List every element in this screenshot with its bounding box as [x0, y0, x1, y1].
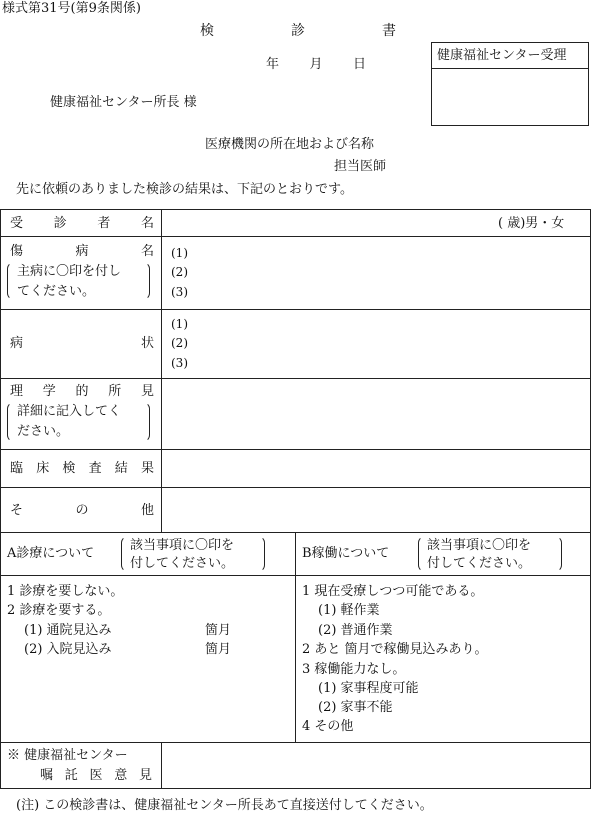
section-b-item-8: 4 その他: [302, 719, 354, 734]
section-a-item-1: 1 診療を要しない。: [7, 584, 124, 599]
row-divider: [0, 236, 591, 237]
other-label: そ の 他: [10, 503, 154, 518]
consultant-opinion-label-line2: 嘱 託 医 意 見: [40, 768, 152, 783]
section-a-item-3: (1) 通院見込み: [24, 623, 112, 638]
row-divider: [0, 742, 591, 743]
doctor-label: 担当医師: [334, 159, 387, 174]
ab-column-divider: [295, 532, 296, 742]
section-b-note-line2: 付してください。: [427, 556, 532, 571]
title-char-1: 検: [200, 23, 214, 39]
row-divider: [0, 309, 591, 310]
injury-note-line2: てください。: [17, 284, 96, 299]
consultant-opinion-label-line1: ※ 健康福祉センター: [7, 748, 128, 763]
injury-label: 傷 病 名: [10, 244, 154, 259]
institution-label: 医療機関の所在地および名称: [205, 137, 375, 152]
section-b-item-4: 2 あと 箇月で稼働見込みあり。: [302, 642, 488, 657]
patient-age-sex: ( 歳)男・女: [498, 216, 565, 231]
title-char-2: 診: [291, 23, 305, 39]
addressee: 健康福祉センター所長 様: [50, 95, 197, 110]
form-number: 様式第31号(第9条関係): [2, 1, 141, 16]
section-a-month-2: 箇月: [205, 642, 232, 657]
section-a-title: A診療について: [7, 546, 95, 561]
symptom-label: 病 状: [10, 336, 154, 351]
date-label: [266, 58, 366, 71]
symptom-item-2: (2): [171, 336, 188, 350]
section-b-item-7: (2) 家事不能: [318, 700, 393, 715]
clinical-results-label: 臨 床 検 査 結 果: [10, 461, 154, 476]
date-day: 日: [352, 57, 366, 72]
section-b-item-3: (2) 普通作業: [318, 623, 393, 638]
receipt-box-divider: [432, 68, 588, 69]
section-b-item-6: (1) 家事程度可能: [318, 681, 419, 696]
section-a-note-line1: 該当事項に〇印を: [130, 538, 235, 553]
section-b-item-1: 1 現在受療しつつ可能である。: [302, 584, 484, 599]
section-a-note-line2: 付してください。: [130, 556, 235, 571]
physical-findings-label: 理 学 的 所 見: [10, 384, 154, 399]
symptom-item-1: (1): [171, 317, 188, 331]
section-a-item-2: 2 診療を要する。: [7, 603, 111, 618]
section-b-item-2: (1) 軽作業: [318, 603, 380, 618]
label-column-divider: [161, 209, 162, 532]
physical-note-line1: 詳細に記入してく: [17, 404, 122, 419]
patient-name-label: 受 診 者 名: [10, 216, 154, 231]
injury-item-3: (3): [171, 285, 188, 299]
symptom-item-3: (3): [171, 356, 188, 370]
section-a-month-1: 箇月: [205, 623, 232, 638]
injury-item-1: (1): [171, 246, 188, 260]
receipt-box-label: 健康福祉センター受理: [437, 48, 567, 63]
row-divider: [0, 378, 591, 379]
section-b-item-5: 3 稼働能力なし。: [302, 662, 406, 677]
section-a-item-4: (2) 入院見込み: [24, 642, 112, 657]
injury-note-line1: 主病に〇印を付し: [17, 264, 122, 279]
section-b-title: B稼働について: [302, 546, 390, 561]
label-column-divider-footer: [161, 742, 162, 789]
document-title: [200, 24, 396, 38]
section-b-note-line1: 該当事項に〇印を: [427, 538, 532, 553]
date-year: 年: [266, 57, 280, 72]
row-divider: [0, 449, 591, 450]
title-char-3: 書: [382, 23, 396, 39]
footnote: (注) この検診書は、健康福祉センター所長あて直接送付してください。: [16, 798, 433, 813]
receipt-box: [431, 42, 589, 126]
date-month: 月: [309, 57, 323, 72]
injury-item-2: (2): [171, 265, 188, 279]
row-divider: [0, 487, 591, 488]
intro-text: 先に依頼のありました検診の結果は、下記のとおりです。: [16, 182, 353, 197]
physical-note-line2: ださい。: [17, 424, 70, 439]
